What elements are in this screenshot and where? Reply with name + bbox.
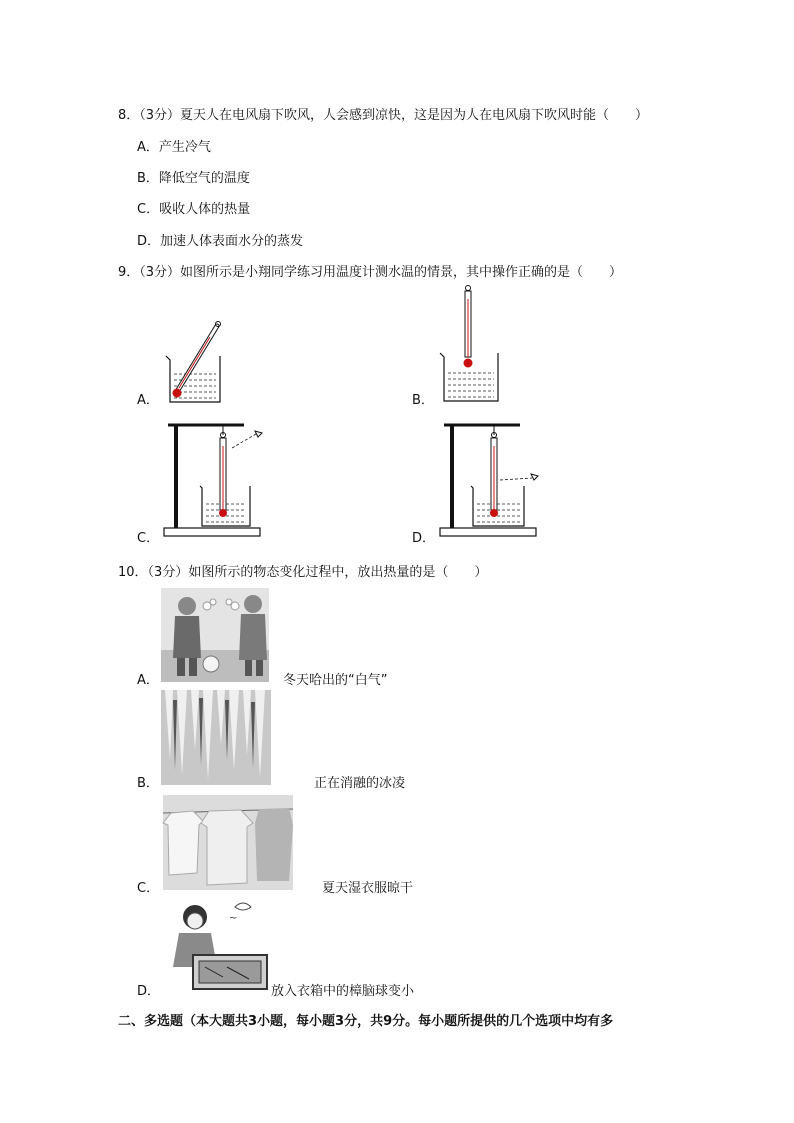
q10-caption-a: 冬天哈出的“白气” — [283, 673, 388, 688]
q9-figure-d — [438, 420, 548, 542]
q10-label-d[interactable]: D． — [137, 984, 161, 999]
q9-bulb-c — [219, 509, 227, 517]
q9-label-a[interactable]: A． — [137, 393, 159, 408]
q9-figure-c — [162, 420, 272, 542]
q10-label-b[interactable]: B． — [137, 776, 159, 791]
q9-figure-b — [438, 285, 508, 405]
q10-caption-b: 正在消融的冰凌 — [314, 776, 406, 791]
q9-figure-a — [160, 318, 230, 408]
q10-label-a[interactable]: A． — [137, 673, 159, 688]
eye-icon — [531, 474, 538, 480]
svg-text:~: ~ — [229, 913, 238, 924]
section2-heading: 二、多选题（本大题共3小题，每小题3分，共9分。每小题所提供的几个选项中均有多 — [118, 1014, 614, 1029]
q9-label-c[interactable]: C． — [137, 531, 160, 546]
q8-option-c[interactable]: C．吸收人体的热量 — [137, 202, 251, 217]
q10-image-a — [161, 588, 269, 682]
q9-bulb-b — [464, 359, 473, 368]
q9-label-d[interactable]: D． — [412, 531, 436, 546]
q9-bulb-d — [490, 509, 498, 517]
q10-image-d — [163, 897, 269, 993]
q9-label-b[interactable]: B． — [412, 393, 434, 408]
q8-option-b[interactable]: B．降低空气的温度 — [137, 171, 250, 186]
q8-option-d[interactable]: D．加速人体表面水分的蒸发 — [137, 234, 304, 249]
q9-stem: 9．（3分）如图所示是小翔同学练习用温度计测水温的情景，其中操作正确的是（ ） — [118, 265, 623, 280]
q10-stem: 10．（3分）如图所示的物态变化过程中，放出热量的是（ ） — [118, 565, 488, 580]
q9-bulb-a — [173, 389, 182, 398]
q8-option-a[interactable]: A．产生冷气 — [137, 140, 211, 155]
q8-stem: 8．（3分）夏天人在电风扇下吹风，人会感到凉快，这是因为人在电风扇下吹风时能（ ） — [118, 108, 649, 123]
q10-caption-c: 夏天湿衣服晾干 — [322, 881, 414, 896]
q10-caption-d: 放入衣箱中的樟脑球变小 — [271, 984, 415, 999]
q10-image-b — [161, 690, 271, 785]
q10-image-c — [163, 795, 293, 890]
q10-label-c[interactable]: C． — [137, 881, 160, 896]
eye-icon — [255, 431, 262, 437]
